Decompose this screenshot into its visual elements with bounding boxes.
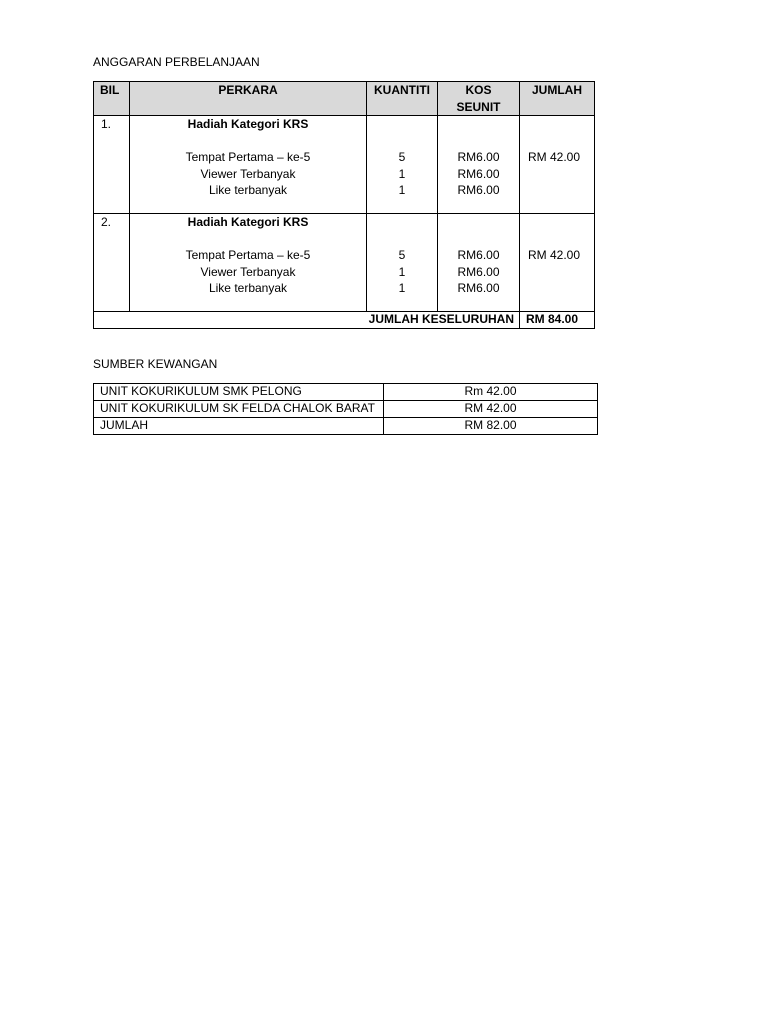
budget-header-row	[94, 82, 595, 116]
funding-title: SUMBER KEWANGAN	[93, 357, 218, 371]
row-unit-cost: RM6.00	[457, 166, 500, 181]
row-quantity: 5	[398, 248, 406, 262]
grand-total-row	[94, 312, 595, 329]
row-unit-cost: RM6.00	[457, 150, 500, 164]
row-total: RM 42.00	[528, 248, 581, 262]
budget-table	[93, 81, 595, 329]
grand-total-value: RM 84.00	[520, 312, 595, 329]
row-category: Hadiah Kategori KRS	[187, 215, 309, 229]
row-kos	[438, 116, 520, 214]
row-perkara	[130, 214, 367, 312]
table-row	[94, 418, 598, 435]
row-unit-cost: RM6.00	[457, 264, 500, 279]
row-kos	[438, 214, 520, 312]
header-kos-line1: KOS	[465, 83, 492, 97]
funding-table	[93, 383, 598, 435]
header-jumlah: JUMLAH	[520, 82, 595, 116]
funding-amount: RM 82.00	[384, 418, 598, 435]
row-quantity: 1	[398, 264, 406, 279]
table-row	[94, 384, 598, 401]
row-bil: 2.	[94, 214, 130, 312]
row-bil: 1.	[94, 116, 130, 214]
funding-source: UNIT KOKURIKULUM SMK PELONG	[94, 384, 384, 401]
row-quantity: 5	[398, 150, 406, 164]
row-quantity: 1	[398, 166, 406, 181]
row-unit-cost: RM6.00	[457, 281, 500, 295]
row-unit-cost: RM6.00	[457, 183, 500, 197]
row-jumlah	[520, 116, 595, 214]
grand-total-label: JUMLAH KESELURUHAN	[94, 312, 520, 329]
table-row	[94, 214, 595, 312]
budget-title: ANGGARAN PERBELANJAAN	[93, 55, 260, 69]
row-item: Viewer Terbanyak	[200, 166, 296, 181]
row-item: Tempat Pertama – ke-5	[185, 248, 311, 262]
row-item: Like terbanyak	[208, 183, 288, 197]
funding-amount: RM 42.00	[384, 401, 598, 418]
row-unit-cost: RM6.00	[457, 248, 500, 262]
row-total: RM 42.00	[528, 150, 581, 164]
table-row	[94, 401, 598, 418]
funding-source: JUMLAH	[94, 418, 384, 435]
row-category: Hadiah Kategori KRS	[187, 117, 309, 131]
row-perkara	[130, 116, 367, 214]
funding-source: UNIT KOKURIKULUM SK FELDA CHALOK BARAT	[94, 401, 384, 418]
row-item: Tempat Pertama – ke-5	[185, 150, 311, 164]
header-kos-line2: SEUNIT	[456, 99, 501, 114]
row-item: Viewer Terbanyak	[200, 264, 296, 279]
row-quantity: 1	[398, 281, 406, 295]
row-kuantiti	[367, 116, 438, 214]
header-bil: BIL	[94, 82, 130, 116]
table-row	[94, 116, 595, 214]
header-kos-seunit	[438, 82, 520, 116]
funding-amount: Rm 42.00	[384, 384, 598, 401]
row-kuantiti	[367, 214, 438, 312]
row-item: Like terbanyak	[208, 281, 288, 295]
header-perkara: PERKARA	[130, 82, 367, 116]
row-quantity: 1	[398, 183, 406, 197]
row-jumlah	[520, 214, 595, 312]
header-kuantiti: KUANTITI	[367, 82, 438, 116]
